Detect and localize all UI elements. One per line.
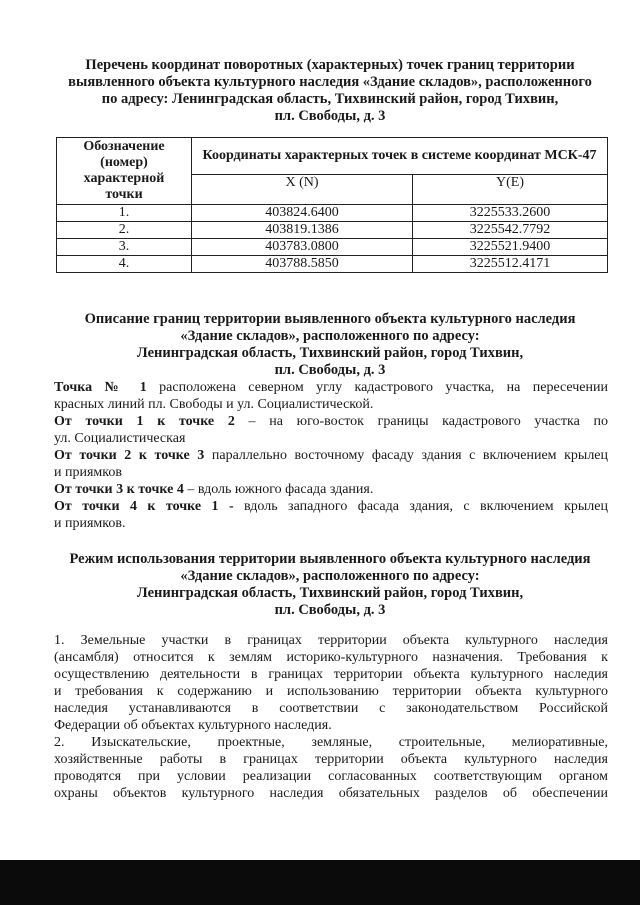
title-line: Описание границ территории выявленного объекта культурного наследия <box>84 311 576 327</box>
title-line: Перечень координат поворотных (характерных) точек границ территории <box>85 57 575 73</box>
table-header-row <box>57 138 608 175</box>
paragraph-line: наследия устанавливаются в соответствии с законодательством Российской <box>54 701 608 716</box>
description-line: От точки 1 к точке 2 – на юго-восток границы кадастрового участка по <box>54 414 608 429</box>
title-line: пл. Свободы, д. 3 <box>274 108 386 124</box>
description-line: и приямков. <box>54 516 126 531</box>
paragraph-line: хозяйственные работы в границах территории объекта культурного наследия <box>54 752 608 767</box>
paragraph-line: Федерации об объектах культурного наследия. <box>54 718 332 733</box>
title-line: по адресу: Ленинградская область, Тихвинский район, город Тихвин, <box>101 91 559 107</box>
coordinates-header: Координаты характерных точек в системе координат МСК-47 <box>192 138 608 175</box>
usage-regime-title <box>40 551 620 619</box>
title-line: Ленинградская область, Тихвинский район, город Тихвин, <box>136 585 524 601</box>
description-line: и приямков <box>54 465 122 480</box>
description-line: Точка № 1 расположена северном углу кадастрового участка, на пересечении <box>54 380 608 395</box>
title-line: Режим использования территории выявленного объекта культурного наследия <box>69 551 591 567</box>
scan-dark-edge <box>0 860 640 905</box>
table-row: 2. 403819.1386 3225542.7792 <box>57 222 608 239</box>
paragraph-line: 2. Изыскательские, проектные, земляные, строительные, мелиоративные, <box>54 735 608 750</box>
description-line: ул. Социалистическая <box>54 431 186 446</box>
table-row: 3. 403783.0800 3225521.9400 <box>57 239 608 256</box>
title-line: «Здание складов», расположенного по адресу: <box>180 568 480 584</box>
boundaries-description <box>54 380 608 533</box>
title-line: пл. Свободы, д. 3 <box>274 362 386 378</box>
x-column-header: X (N) <box>192 175 413 205</box>
point-column-header: Обозначение (номер) характерной точки <box>57 138 192 205</box>
table-row: 1. 403824.6400 3225533.2600 <box>57 205 608 222</box>
paragraph-line: (ансамбля) относится к землям историко-культурного назначения. Требования к <box>54 650 608 665</box>
title-line: выявленного объекта культурного наследия «Здание складов», расположенного <box>68 74 592 90</box>
title-line: пл. Свободы, д. 3 <box>274 602 386 618</box>
boundaries-description-title <box>40 311 620 379</box>
paragraph-line: и требования к содержанию и использованию территории объекта культурного <box>54 684 608 699</box>
paragraph-line: охраны объектов культурного наследия обязательных разделов об обеспечении <box>54 786 608 801</box>
coordinates-list-title <box>40 57 620 125</box>
title-line: «Здание складов», расположенного по адресу: <box>180 328 480 344</box>
table-row: 4. 403788.5850 3225512.4171 <box>57 256 608 273</box>
description-line: От точки 4 к точке 1 - вдоль западного фасада здания, с включением крылец <box>54 499 608 514</box>
y-column-header: Y(E) <box>413 175 608 205</box>
description-line: От точки 3 к точке 4 – вдоль южного фасада здания. <box>54 482 374 497</box>
description-line: красных линий пл. Свободы и ул. Социалистической. <box>54 397 374 412</box>
paragraph-line: осуществлению деятельности в границах территории объекта культурного наследия <box>54 667 608 682</box>
title-line: Ленинградская область, Тихвинский район, город Тихвин, <box>136 345 524 361</box>
coordinates-table <box>56 137 608 273</box>
usage-regime-text <box>54 633 608 803</box>
paragraph-line: 1. Земельные участки в границах территории объекта культурного наследия <box>54 633 608 648</box>
description-line: От точки 2 к точке 3 параллельно восточному фасаду здания с включением крылец <box>54 448 608 463</box>
paragraph-line: проводятся при условии реализации согласованных соответствующим органом <box>54 769 608 784</box>
